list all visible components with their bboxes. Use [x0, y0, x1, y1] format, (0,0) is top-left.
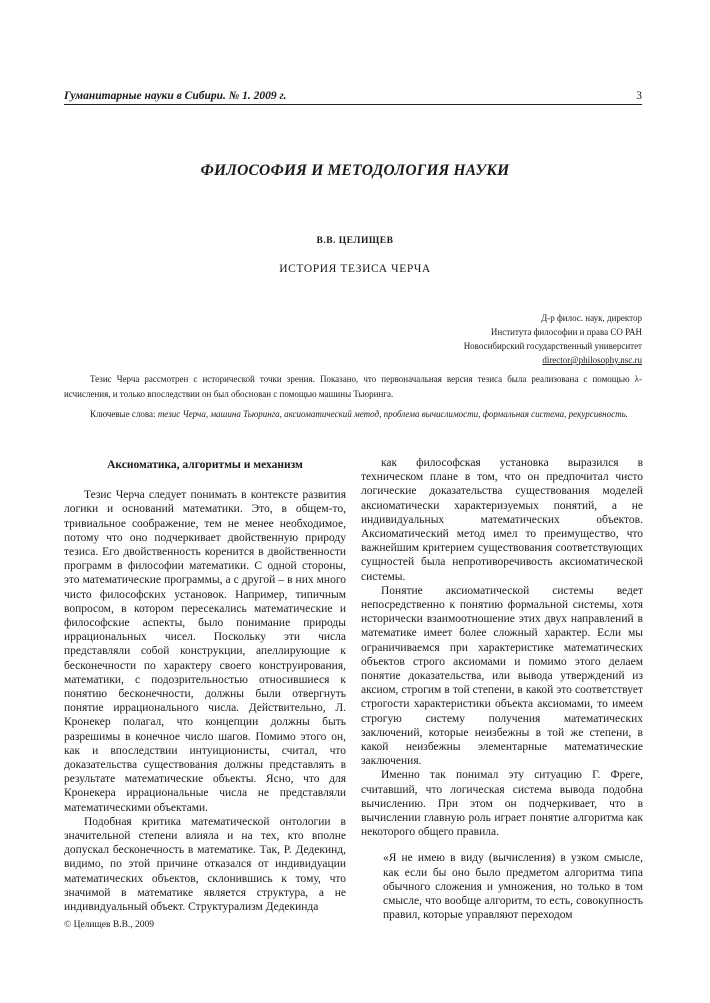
author-email-link[interactable]: director@philosophy.nsc.ru — [542, 355, 642, 365]
body-column-right — [361, 456, 643, 923]
body-paragraph: Именно так понимал эту ситуацию Г. Фреге, считавший, что логическая система вывода подобна вычислению. При этом он подчеркивает, что в вычислении главную роль играет понятие алгоритма как некоторого общего правила. — [361, 769, 643, 839]
body-paragraph: Тезис Черча следует понимать в контексте развития логики и оснований математики. Это, в общем-то, тривиальное соображение, тем не менее необходимое, потому что оно подчеркивает двойственную природу тезиса. Его двойственность коренится в двойственности программ в философии математики. С одной стороны, это математические программы, а с другой – в них много чисто философских установок. Например, типичным вопросом, в котором пересекались математические и философские аспекты, было понимание природы иррациональных чисел. Поскольку эти числа представляли собой конструкции, апеллирующие к бесконечности по характеру своего конструирования, математики, с подозрительностью относившиеся к понятию бесконечности, должны были отвергнуть понятие иррационального числа. Действительно, Л. Кронекер полагал, что концепции должны быть разрешимы в конечное число шагов. Помимо этого он, как и впоследствии интуиционисты, считал, что доказательства существования должны представлять в результате математические объекты. Ясно, что для Кронекера иррациональные числа не представляли математическими объектами. — [64, 489, 346, 814]
article-title: ИСТОРИЯ ТЕЗИСА ЧЕРЧА — [279, 263, 431, 275]
page-number: 3 — [636, 90, 642, 102]
keywords-list: тезис Черча, машина Тьюринга, аксиоматический метод, проблема вычислимости, формальная система, рекурсивность. — [157, 409, 628, 419]
abstract: Тезис Черча рассмотрен с исторической точки зрения. Показано, что первоначальная версия тезиса была реализована с помощью λ-исчисления, и только впоследствии он был обоснован с помощью машины Тьюринга. — [64, 374, 642, 399]
section-subheading: Аксиоматика, алгоритмы и механизм — [107, 459, 303, 471]
body-paragraph: Понятие аксиоматической системы ведет непосредственно к понятию формальной системы, хотя исторически взаимоотношение этих двух направлений в математике имеет более сложный характер. Если мы ограничиваемся при характеристике математических объектов строго аксиомами и помимо этого делаем понятие доказательства, или вывода утверждений из аксиом, строгим в той степени, в какой это соответствует строгости характеристики объекта аксиомами, то имеем строгую систему получения математических заключений, которые неизбежны в той же степени, в какой неизбежны элементарные математические заключения. — [361, 584, 643, 768]
block-quote: «Я не имею в виду (вычисления) в узком смысле, как если бы оно было предметом алгоритма типа обычного сложения и умножения, но только в том смысле, что вообще алгоритм, то есть, совокупность правил, которые управляют переходом — [383, 852, 643, 922]
body-paragraph: как философская установка выразился в техническом плане в том, что он предпочитал чисто логические доказательства существования моделей аксиоматически характеризуемых понятий, а не индивидуальных математических объектов. Аксиоматический метод имел то преимущество, что важнейшим критерием существования соответствующих сущностей была непротиворечивость аксиоматической системы. — [361, 457, 643, 583]
journal-title: Гуманитарные науки в Сибири. № 1. 2009 г. — [64, 90, 287, 102]
affiliation-university: Новосибирский государственный университет — [463, 341, 642, 351]
body-paragraph: Подобная критика математической онтологии в значительной степени влияла и на тех, кто вполне допускал бесконечность в математике. Так, Р. Дедекинд, видимо, по этой причине отказался от индивидуации математических объектов, склонившись к тому, что значимой в математике является структура, а не индивидуальный объект. Структурализм Дедекинда — [64, 815, 346, 914]
affiliation-institute: Института философии и права СО РАН — [490, 327, 642, 337]
body-column-left — [64, 456, 346, 914]
section-title: ФИЛОСОФИЯ И МЕТОДОЛОГИЯ НАУКИ — [200, 162, 510, 179]
author-name: В.В. ЦЕЛИЩЕВ — [316, 236, 394, 246]
copyright-notice: © Целищев В.В., 2009 — [64, 920, 155, 930]
affiliation-degree: Д-р филос. наук, директор — [541, 313, 642, 323]
keywords — [64, 407, 642, 422]
author-affiliation — [322, 311, 642, 367]
header-rule — [64, 104, 642, 105]
keywords-label: Ключевые слова: — [90, 409, 156, 419]
running-header — [64, 90, 642, 104]
